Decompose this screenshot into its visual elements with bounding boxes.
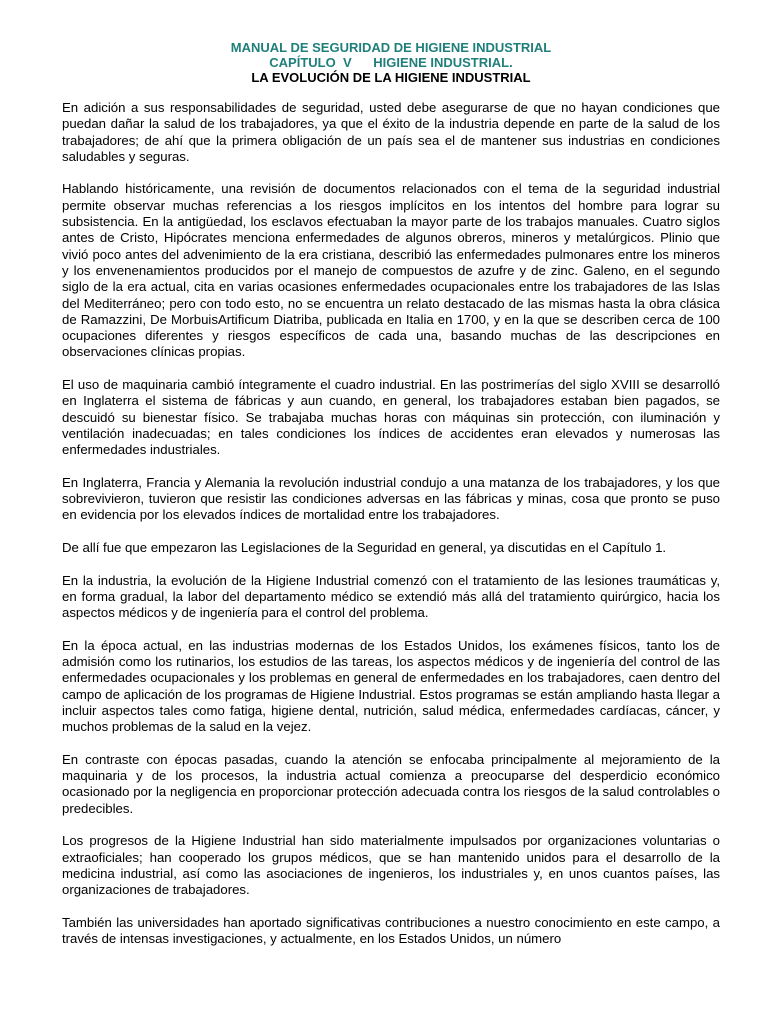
paragraph: En adición a sus responsabilidades de seguridad, usted debe asegurarse de que no hayan condiciones que puedan dañar la salud de los trabajadores, ya que el éxito de la industria depende en parte de la salud de los trabajadores; de ahí que la primera obligación de un país sea el de mantener sus industrias en condiciones saludables y seguras. <box>62 100 720 164</box>
paragraph: En la época actual, en las industrias modernas de los Estados Unidos, los exámenes físicos, tanto los de admisión como los rutinarios, los estudios de las tareas, los aspectos médicos y de ingeniería del control de las enfermedades ocupacionales y los problemas en general de enfermedades en los trabajadores, caen dentro del campo de aplicación de los programas de Higiene Industrial. Estos programas se están ampliando hasta llegar a incluir aspectos tales como fatiga, higiene dental, nutrición, salud médica, enfermedades cardíacas, cáncer, y muchos problemas de la salud en la vejez. <box>62 637 720 735</box>
paragraph: También las universidades han aportado significativas contribuciones a nuestro conocimiento en este campo, a través de intensas investigaciones, y actualmente, en los Estados Unidos, un número <box>62 914 720 947</box>
section-title: LA EVOLUCIÓN DE LA HIGIENE INDUSTRIAL <box>251 70 531 85</box>
paragraph: De allí fue que empezaron las Legislaciones de la Seguridad en general, ya discutidas en el Capítulo 1. <box>62 540 667 556</box>
chapter-label: CAPÍTULO V <box>269 55 352 70</box>
paragraph: En la industria, la evolución de la Higiene Industrial comenzó con el tratamiento de las lesiones traumáticas y, en forma gradual, la labor del departamento médico se extendió más allá del tratamiento quirúrgico, hacia los aspectos médicos y de ingeniería para el control del problema. <box>62 572 720 621</box>
chapter-heading <box>62 55 720 70</box>
document-header <box>62 40 720 85</box>
chapter-title: HIGIENE INDUSTRIAL. <box>373 55 513 70</box>
document-body <box>62 100 720 964</box>
paragraph: Los progresos de la Higiene Industrial han sido materialmente impulsados por organizaciones voluntarias o extraoficiales; han cooperado los grupos médicos, que se han mantenido unidos para el desarrollo de la medicina industrial, así como las asociaciones de ingenieros, los industriales y, en unos cuantos países, las organizaciones de trabajadores. <box>62 833 720 898</box>
manual-title: MANUAL DE SEGURIDAD DE HIGIENE INDUSTRIAL <box>230 40 552 55</box>
paragraph: Hablando históricamente, una revisión de documentos relacionados con el tema de la seguridad industrial permite observar muchas referencias a los riesgos implícitos en los intentos del hombre para lograr su subsistencia. En la antigüedad, los esclavos efectuaban la mayor parte de los trabajos manuales. Cuatro siglos antes de Cristo, Hipócrates menciona enfermedades de algunos obreros, mineros y metalúrgicos. Plinio que vivió poco antes del advenimiento de la era cristiana, describió las enfermedades pulmonares entre los mineros y los envenenamientos producidos por el manejo de compuestos de azufre y de zinc. Galeno, en el segundo siglo de la era actual, cita en varias ocasiones enfermedades ocupacionales entre los trabajadores de las Islas del Mediterráneo; pero con todo esto, no se encuentra un relato destacado de las mismas hasta la obra clásica de Ramazzini, De MorbuisArtificum Diatriba, publicada en Italia en 1700, y en la que se describen cerca de 100 ocupaciones diferentes y riesgos específicos de cada una, basando muchas de las descripciones en observaciones clínicas propias. <box>62 181 720 360</box>
paragraph: El uso de maquinaria cambió íntegramente el cuadro industrial. En las postrimerías del siglo XVIII se desarrolló en Inglaterra el sistema de fábricas y aun cuando, en general, los trabajadores estaban bien pagados, se descuidó su bienestar físico. Se trabajaba muchas horas con máquinas sin protección, con iluminación y ventilación inadecuadas; en tales condiciones los índices de accidentes eran elevados y numerosas las enfermedades industriales. <box>62 377 720 458</box>
paragraph: En Inglaterra, Francia y Alemania la revolución industrial condujo a una matanza de los trabajadores, y los que sobrevivieron, tuvieron que resistir las condiciones adversas en las fábricas y minas, cosa que pronto se puso en evidencia por los elevados índices de mortalidad entre los trabajadores. <box>62 474 720 523</box>
paragraph: En contraste con épocas pasadas, cuando la atención se enfocaba principalmente al mejoramiento de la maquinaria y de los procesos, la industria actual comienza a preocuparse del desperdicio económico ocasionado por la negligencia en proporcionar protección adecuada contra los riesgos de la salud controlables o predecibles. <box>62 751 720 816</box>
